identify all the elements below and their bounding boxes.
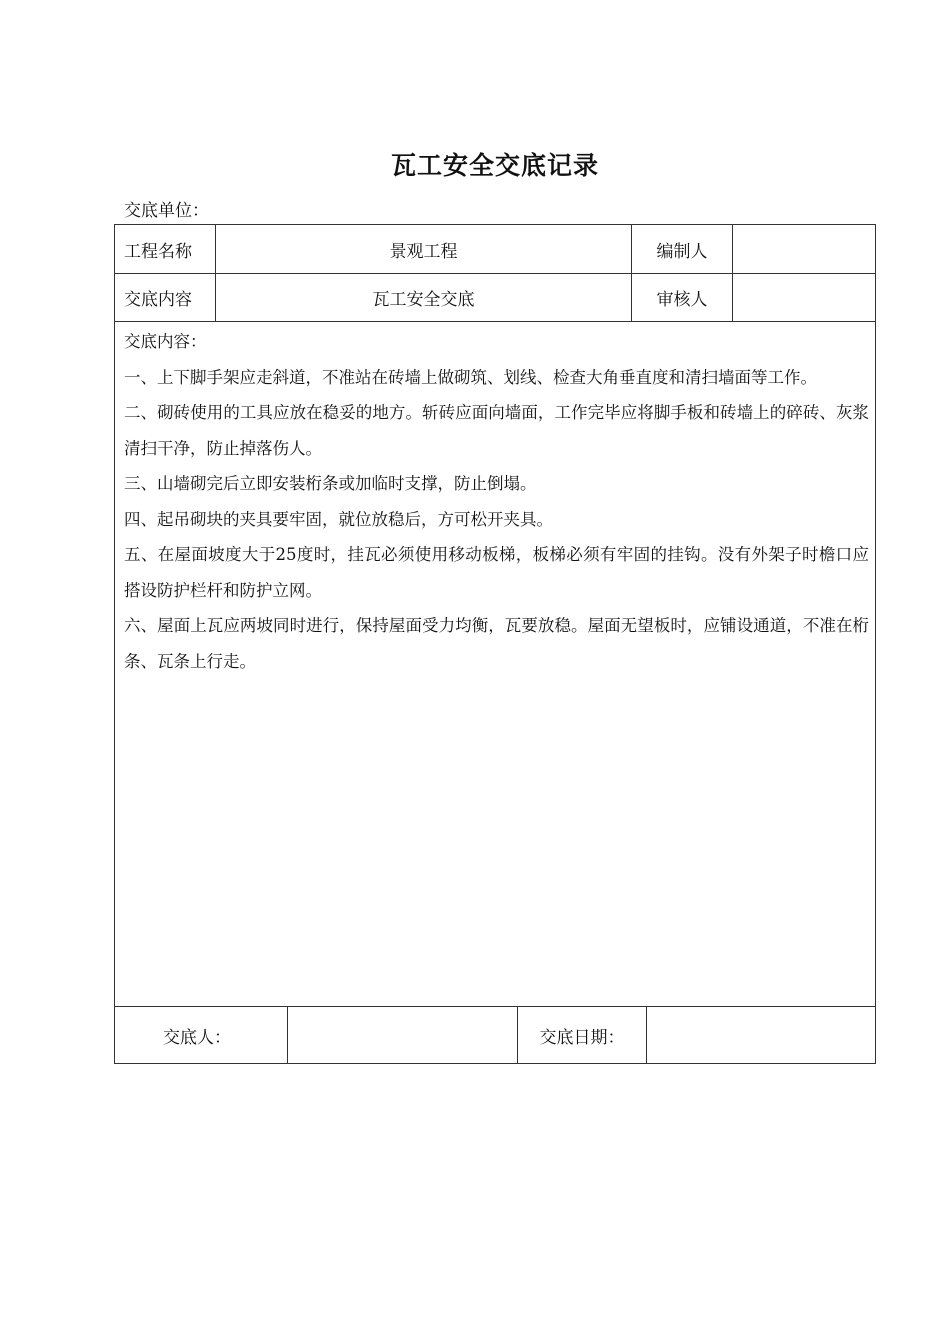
content-paragraph: 六、屋面上瓦应两坡同时进行，保持屋面受力均衡，瓦要放稳。屋面无望板时，应铺设通道，不准在桁条、瓦条上行走。: [124, 616, 869, 671]
disclosure-topic-label: 交底内容: [115, 274, 216, 321]
discloser-label: 交底人：: [115, 1007, 288, 1063]
content-paragraph: 一、上下脚手架应走斜道，不准站在砖墙上做砌筑、划线、检查大角垂直度和清扫墙面等工作。: [124, 367, 817, 387]
content-paragraph: 四、起吊砌块的夹具要牢固，就位放稳后，方可松开夹具。: [124, 509, 553, 529]
project-name-row: [115, 225, 875, 274]
project-name-value: 景观工程: [216, 225, 632, 273]
document-title: 瓦工安全交底记录: [390, 151, 599, 180]
discloser-value: [288, 1007, 518, 1063]
reviewer-value: [733, 274, 875, 321]
disclosure-topic-value: 瓦工安全交底: [216, 274, 632, 321]
disclosure-date-value: [647, 1007, 875, 1063]
signature-row: [115, 1007, 875, 1063]
disclosure-unit-label: 交底单位：: [124, 201, 209, 221]
disclosure-topic-row: [115, 274, 875, 322]
project-name-label: 工程名称: [115, 225, 216, 273]
disclosure-date-label: 交底日期：: [518, 1007, 647, 1063]
content-paragraph: 五、在屋面坡度大于25度时，挂瓦必须使用移动板梯，板梯必须有牢固的挂钩。没有外架子时檐口应搭设防护栏杆和防护立网。: [124, 545, 869, 600]
content-heading: 交底内容：: [124, 332, 207, 351]
content-paragraph: 二、砌砖使用的工具应放在稳妥的地方。斩砖应面向墙面，工作完毕应将脚手板和砖墙上的碎砖、灰浆清扫干净，防止掉落伤人。: [124, 403, 869, 458]
compiler-label: 编制人: [632, 225, 733, 273]
content-paragraph: 三、山墙砌完后立即安装桁条或加临时支撑，防止倒塌。: [124, 474, 537, 493]
reviewer-label: 审核人: [632, 274, 733, 321]
disclosure-content-area: [115, 322, 875, 1007]
disclosure-form-table: [114, 224, 876, 1064]
compiler-value: [733, 225, 875, 273]
